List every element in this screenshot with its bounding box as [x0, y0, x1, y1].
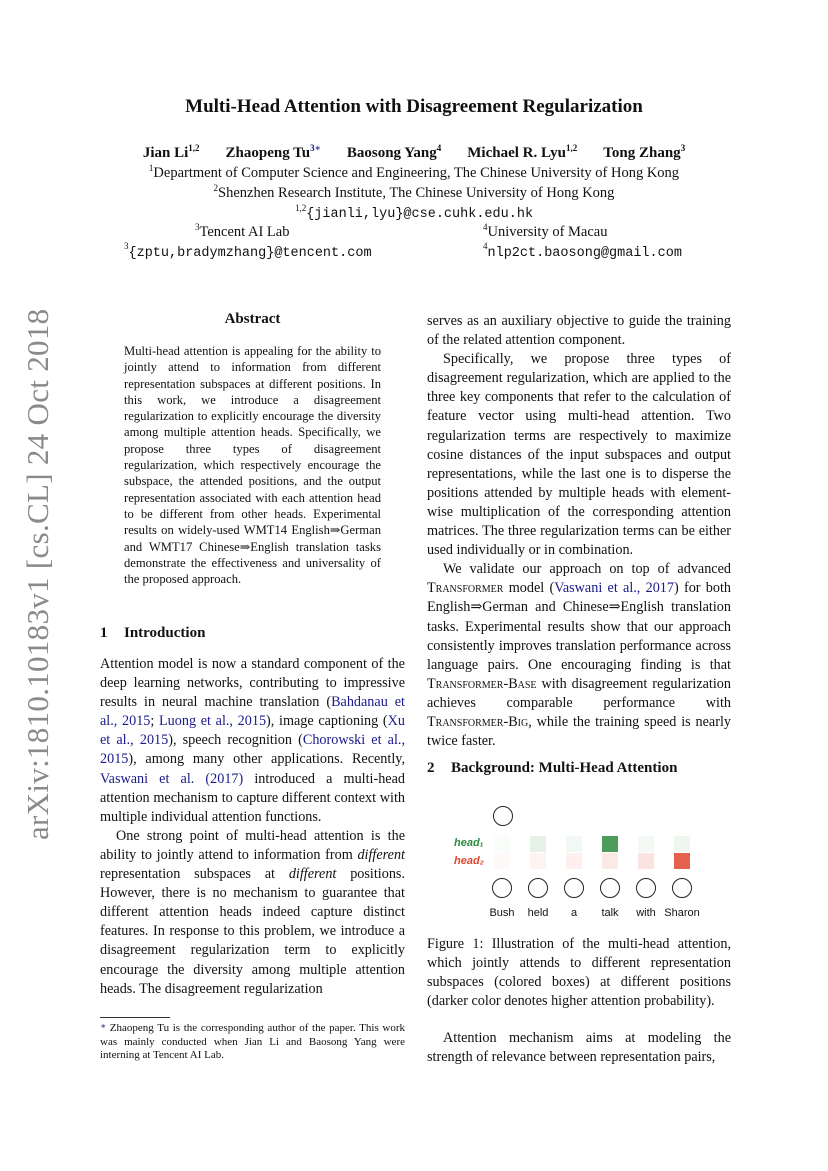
head2-attention-cell	[674, 853, 690, 869]
head2-attention-cell	[602, 853, 618, 869]
intro-paragraph-1: Attention model is now a standard component of the deep learning networks, contributing to impressive results in neural machine translation (Bahdanau et al., 2015; Luong et al., 2015), image captioning (Xu et al., 2015), speech recognition (Chorowski et al., 2015), among many other applications. Recently, Vaswani et al. (2017) introduced a multi-head attention mechanism to capture different context with multiple individual attention functions.	[100, 656, 406, 825]
email-gmail: $^4$nlp2ct.baosong@gmail.com	[483, 241, 682, 261]
paper-title: Multi-Head Attention with Disagreement Regularization	[185, 96, 643, 117]
section-heading-introduction: 1 Introduction	[100, 625, 206, 641]
footnote: ∗ Zhaopeng Tu is the corresponding author of the paper. This work was mainly conducted when Jian Li and Baosong Yang were interning at Tencent AI Lab.	[100, 1021, 405, 1061]
footnote-divider	[100, 1017, 170, 1018]
affiliation-4: $^4$University of Macau	[483, 222, 608, 240]
token-label: talk	[601, 907, 619, 919]
paragraph: serves as an auxiliary objective to guide the training of the related attention component.	[427, 313, 731, 349]
email-cuhk: $^{1,2}${jianli,lyu}@cse.cuhk.edu.hk	[294, 203, 534, 222]
head2-attention-cell	[566, 853, 582, 869]
section-heading-background: 2 Background: Multi-Head Attention	[427, 760, 678, 776]
token-label: with	[636, 907, 656, 919]
author-list	[100, 145, 728, 162]
figure-caption: Figure 1: Illustration of the multi-head attention, which jointly attends to different representation subspaces (colored boxes) at different positions (darker color denotes higher attention probability).	[427, 936, 731, 1010]
head2-attention-cell	[494, 853, 510, 869]
citation-link[interactable]: Luong et al., 2015	[159, 713, 267, 730]
head1-attention-cell	[530, 836, 546, 852]
affiliation-1: $^1$Department of Computer Science and Engineering, The Chinese University of Hong Kong	[148, 163, 680, 181]
token-label: Sharon	[664, 907, 700, 919]
figure-multi-head-attention	[440, 800, 730, 935]
token-node-icon	[672, 878, 692, 898]
token-node-icon	[564, 878, 584, 898]
paragraph: Attention mechanism aims at modeling the strength of relevance between representation pairs,	[427, 1030, 731, 1066]
right-column-body	[427, 312, 731, 751]
head1-attention-cell	[566, 836, 582, 852]
head2-attention-cell	[530, 853, 546, 869]
email-tencent: $^3${zptu,bradymzhang}@tencent.com	[124, 241, 372, 261]
head1-attention-cell	[674, 836, 690, 852]
token-label: held	[527, 907, 549, 919]
head1-attention-cell	[494, 836, 510, 852]
head1-attention-cell	[638, 836, 654, 852]
author: Zhaopeng $Tu^{3∗}$	[225, 143, 321, 161]
arxiv-stamp-text: arXiv:1810.10183v1 [cs.CL] 24 Oct 2018	[20, 308, 55, 840]
token-label: a	[570, 907, 578, 919]
author: Michael R. Lyu$^{1,2}$	[467, 143, 578, 161]
affiliation-3: $^3$Tencent AI Lab	[195, 222, 290, 240]
paragraph: Specifically, we propose three types of disagreement regularization, which are applied to the three key components that refer to the calculation of feature vector using multi-head attention. Two regularization terms are respectively to maximize cosine distances of the input subspaces and output representations, while the last one is to disperse the positions attended by multiple heads with element-wise multiplication of the corresponding attention matrices. The three regularization terms can be either used individually or in combination.	[427, 351, 731, 559]
query-node-icon	[493, 806, 513, 826]
citation-link[interactable]: Vaswani et al. (2017)	[100, 770, 244, 787]
intro-body	[100, 655, 405, 999]
citation-link[interactable]: Bahdanau et al., 2015	[100, 694, 406, 730]
paragraph: We validate our approach on top of advanced Transformer model (Vaswani et al., 2017) for both English⇒German and Chinese⇒English translation tasks. Experimental results show that our approach consistently improves translation performance across language pairs. One encouraging finding is that Transformer-Base with disagreement regularization achieves comparable performance with Transformer-Big, while the training speed is nearly twice faster.	[427, 561, 732, 750]
abstract-text: Multi-head attention is appealing for the ability to jointly attend to information from different representation subspaces at different positions. In this work, we introduce a disagreement regularization to explicitly encourage the diversity among multiple attention heads. Specifically, we propose three types of disagreement regularization, which respectively encourage the subspace, the attended positions, and the output representation associated with each attention head to be different from other heads. Experimental results on widely-used WMT14 English⇒German and WMT17 Chinese⇒English translation tasks demonstrate the effectiveness and universality of the proposed approach.	[124, 344, 381, 587]
token-label: Bush	[489, 907, 515, 919]
author: Tong Zhang$^3$	[603, 143, 686, 161]
citation-link[interactable]: Vaswani et al., 2017	[554, 580, 674, 597]
citation-link[interactable]: Chorowski et al., 2015	[100, 732, 405, 768]
abstract-heading: Abstract	[224, 311, 281, 327]
author: Baosong Yang$^4$	[346, 143, 442, 161]
token-node-icon	[528, 878, 548, 898]
token-node-icon	[600, 878, 620, 898]
head2-label: head₂	[454, 855, 484, 867]
right-column-bottom	[427, 1029, 731, 1067]
token-node-icon	[636, 878, 656, 898]
intro-paragraph-2: One strong point of multi-head attention is the ability to jointly attend to information from different representation subspaces at different positions. However, there is no mechanism to guarantee that different attention heads indeed capture distinct features. In response to this problem, we introduce a disagreement regularization term to explicitly encourage the diversity among multiple attention heads. The disagreement regularization	[100, 827, 405, 997]
token-node-icon	[492, 878, 512, 898]
affiliation-2: $^2$Shenzhen Research Institute, The Chinese University of Hong Kong	[213, 183, 615, 201]
head1-attention-cell	[602, 836, 618, 852]
head2-attention-cell	[638, 853, 654, 869]
head1-label: head₁	[454, 837, 484, 849]
author: Jian Li$^{1,2}$	[142, 143, 200, 161]
citation-link[interactable]: Xu et al., 2015	[100, 713, 405, 749]
